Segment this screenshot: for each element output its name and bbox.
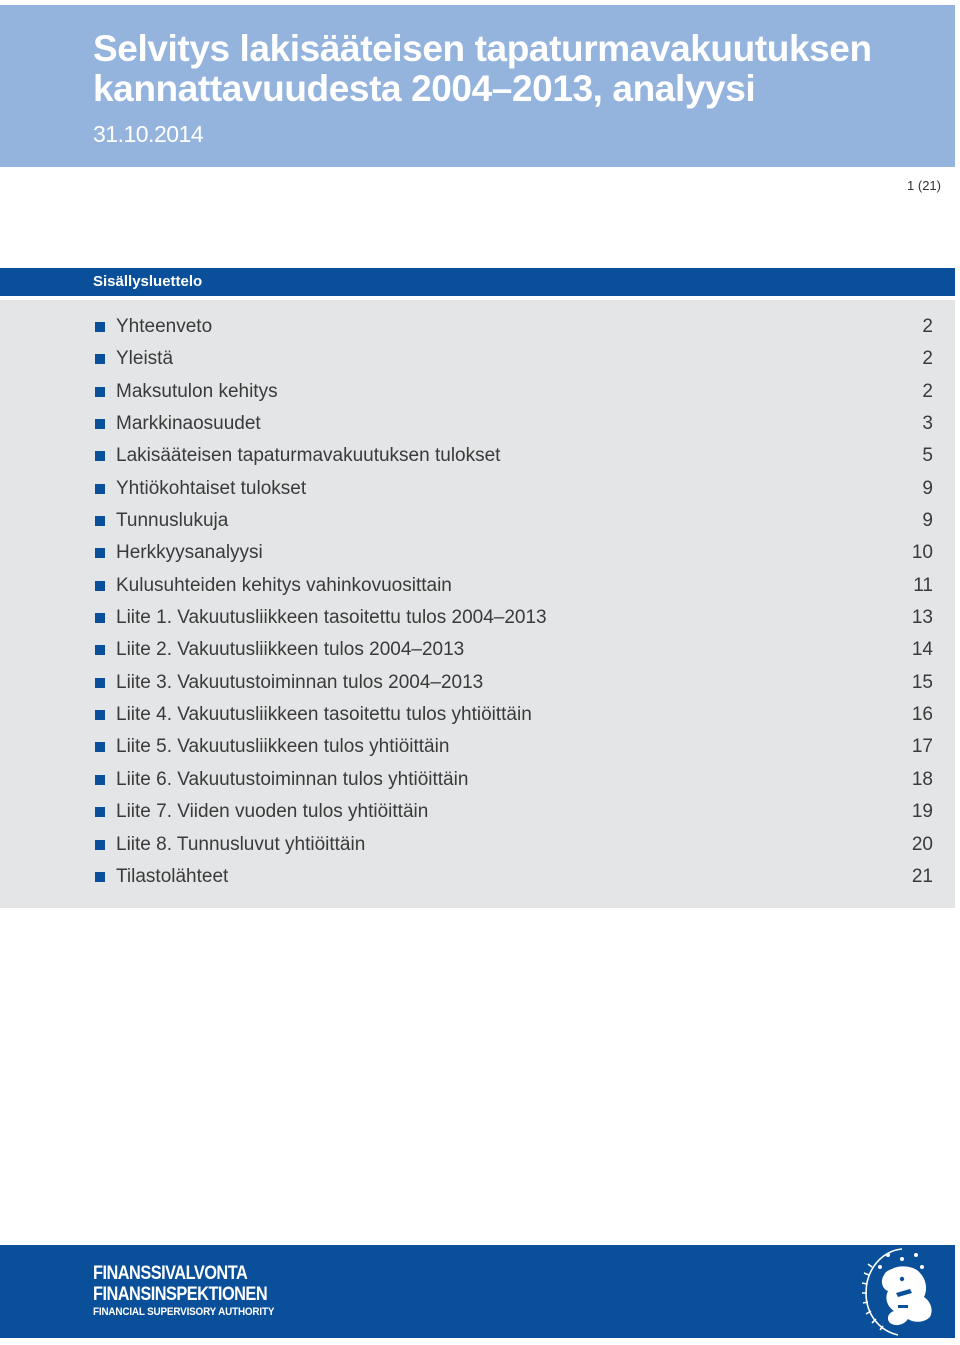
toc-item-label: Liite 7. Viiden vuoden tulos yhtiöittäin [116, 801, 429, 823]
square-bullet-icon [95, 807, 105, 817]
toc-item-page: 20 [911, 833, 933, 855]
toc-item-page: 2 [922, 316, 933, 337]
toc-item-label: Maksutulon kehitys [116, 380, 278, 402]
toc-item-page: 21 [911, 865, 933, 887]
lion-seal-icon [858, 1245, 946, 1338]
toc-item-page: 17 [911, 736, 933, 758]
square-bullet-icon [95, 548, 105, 558]
toc-item[interactable] [0, 312, 955, 344]
toc-item-label: Tilastolähteet [116, 865, 229, 887]
toc-item[interactable] [0, 344, 955, 376]
toc-item[interactable] [0, 571, 955, 603]
logo-line-swedish: FINANSINSPEKTIONEN [93, 1284, 268, 1305]
toc-item[interactable] [0, 732, 955, 764]
toc-item[interactable] [0, 474, 955, 506]
square-bullet-icon [95, 840, 105, 850]
toc-item-label: Kulusuhteiden kehitys vahinkovuosittain [116, 574, 452, 596]
toc-item[interactable] [0, 409, 955, 441]
toc-item-label: Liite 3. Vakuutustoiminnan tulos 2004–2013 [116, 671, 484, 693]
toc-item[interactable] [0, 765, 955, 797]
toc-item[interactable] [0, 797, 955, 829]
toc-item-label: Yhteenveto [116, 316, 213, 337]
square-bullet-icon [95, 322, 105, 332]
toc-item[interactable] [0, 506, 955, 538]
toc-item-label: Tunnuslukuja [116, 510, 229, 532]
toc-item-label: Liite 6. Vakuutustoiminnan tulos yhtiöittäin [116, 768, 469, 790]
square-bullet-icon [95, 354, 105, 364]
toc-item[interactable] [0, 700, 955, 732]
toc-item-page: 11 [913, 574, 933, 596]
document-title: Selvitys lakisääteisen tapaturmavakuutuksen kannattavuudesta 2004–2013, analyysi [93, 28, 872, 109]
toc-item-label: Herkkyysanalyysi [116, 542, 263, 564]
footer-band [0, 1245, 955, 1338]
toc-item[interactable] [0, 377, 955, 409]
square-bullet-icon [95, 678, 105, 688]
square-bullet-icon [95, 484, 105, 494]
toc-item-page: 19 [911, 801, 933, 823]
square-bullet-icon [95, 613, 105, 623]
toc-item-label: Markkinaosuudet [116, 413, 261, 435]
toc-item[interactable] [0, 668, 955, 700]
toc-item-page: 16 [911, 704, 933, 726]
square-bullet-icon [95, 872, 105, 882]
square-bullet-icon [95, 581, 105, 591]
toc-item-page: 15 [911, 671, 933, 693]
toc-item-label: Yleistä [116, 348, 174, 370]
toc-item[interactable] [0, 441, 955, 473]
toc-item[interactable] [0, 830, 955, 862]
square-bullet-icon [95, 742, 105, 752]
toc-item-label: Lakisääteisen tapaturmavakuutuksen tulokset [116, 445, 501, 467]
toc-item-page: 3 [922, 413, 933, 435]
toc-item-label: Liite 1. Vakuutusliikkeen tasoitettu tulos 2004–2013 [116, 607, 547, 629]
toc-item[interactable] [0, 603, 955, 635]
square-bullet-icon [95, 387, 105, 397]
page-number: 1 (21) [907, 178, 941, 193]
toc-panel [0, 300, 955, 908]
organization-logo [93, 1263, 295, 1319]
logo-line-english: FINANCIAL SUPERVISORY AUTHORITY [93, 1306, 275, 1318]
toc-item-label: Liite 2. Vakuutusliikkeen tulos 2004–2013 [116, 639, 465, 661]
square-bullet-icon [95, 710, 105, 720]
toc-item-page: 14 [911, 639, 933, 661]
square-bullet-icon [95, 516, 105, 526]
square-bullet-icon [95, 645, 105, 655]
toc-item-page: 18 [911, 768, 933, 790]
toc-item-page: 2 [922, 380, 933, 402]
toc-item-page: 13 [911, 607, 933, 629]
toc-item[interactable] [0, 635, 955, 667]
toc-item-page: 5 [922, 445, 933, 467]
toc-item[interactable] [0, 862, 955, 894]
toc-item-page: 9 [922, 510, 933, 532]
square-bullet-icon [95, 419, 105, 429]
document-date: 31.10.2014 [93, 121, 204, 147]
toc-item-label: Liite 4. Vakuutusliikkeen tasoitettu tulos yhtiöittäin [116, 704, 532, 726]
toc-heading-bar [0, 268, 955, 296]
header-band [0, 5, 955, 167]
toc-item-label: Yhtiökohtaiset tulokset [116, 477, 307, 499]
toc-item-page: 10 [911, 542, 933, 564]
toc-item-page: 2 [922, 348, 933, 370]
toc-item-label: Liite 5. Vakuutusliikkeen tulos yhtiöittäin [116, 736, 450, 758]
toc-heading: Sisällysluettelo [93, 273, 203, 290]
logo-line-finnish: FINANSSIVALVONTA [93, 1263, 248, 1284]
square-bullet-icon [95, 451, 105, 461]
square-bullet-icon [95, 775, 105, 785]
toc-item-label: Liite 8. Tunnusluvut yhtiöittäin [116, 833, 366, 855]
toc-item-page: 9 [922, 477, 933, 499]
toc-item[interactable] [0, 538, 955, 570]
toc-list [0, 312, 955, 894]
